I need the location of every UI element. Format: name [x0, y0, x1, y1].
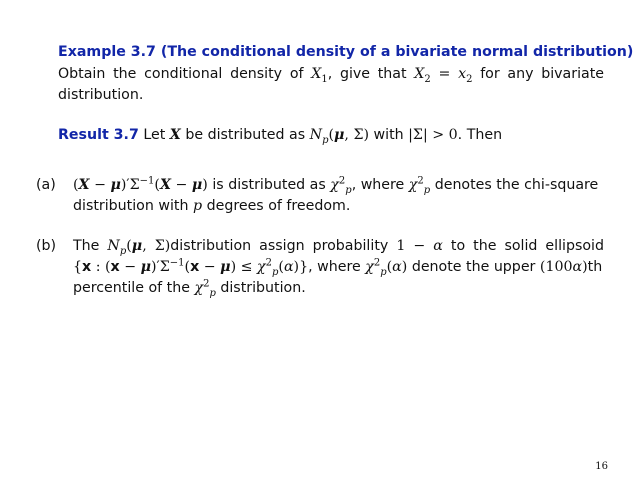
item-b-line-1: The $N_p(\mu$, Σ)distribution assign probability 1 − α to the solid ellipsoid — [73, 238, 605, 257]
example-body-line-1: Obtain the conditional density of $X_1$, give that $X_2 = x_2$ for any bivariate — [58, 66, 604, 85]
item-b-line-3: percentile of the $\chi^2_p$ distribution. — [73, 278, 306, 299]
item-b-marker: (b) — [36, 238, 57, 254]
example-body-line-2: distribution. — [58, 87, 144, 103]
item-a-marker: (a) — [36, 177, 56, 193]
item-a-line-1: $(X - \mu)'\Sigma^{-1}(X - \mu)$ is distributed as $\chi^2_p$, where $\chi^2_p$ denotes the chi-square — [73, 175, 599, 196]
example-title: Example 3.7 (The conditional density of a bivariate normal distribution) — [58, 44, 634, 60]
page-number: 16 — [595, 461, 608, 472]
item-b-line-2: {x : $(x - \mu)'\Sigma^{-1}(x - \mu) \le \chi^2_p(\alpha)$}, where $\chi^2_p(\alpha)$ denote the upper (100α)th — [73, 257, 603, 278]
item-a-line-2: distribution with p degrees of freedom. — [73, 198, 351, 214]
result-statement: Result 3.7 Let X be distributed as $N_p(\mu$, Σ) with |Σ| > 0. Then — [58, 127, 503, 146]
